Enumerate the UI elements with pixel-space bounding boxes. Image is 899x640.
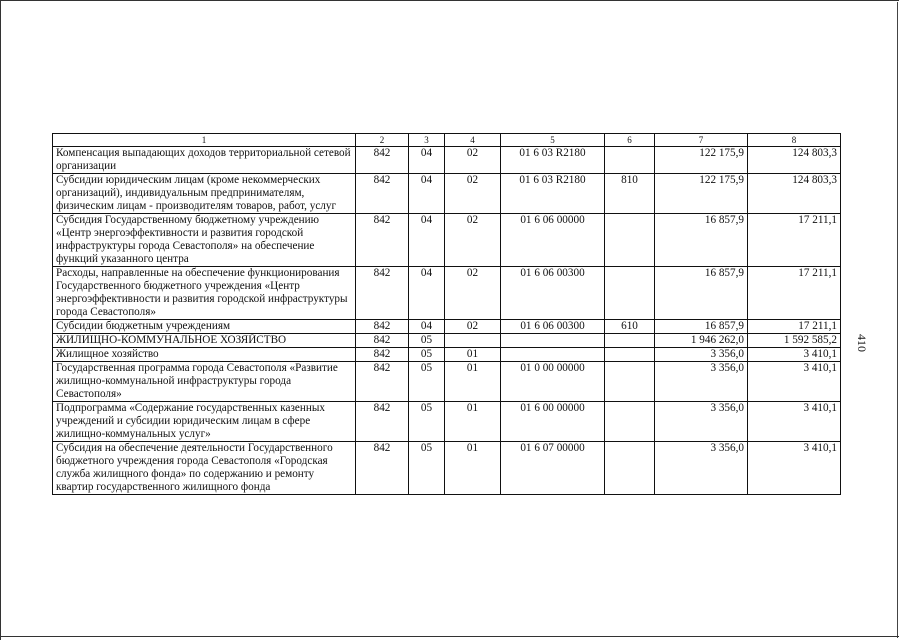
cell-subsection: 01 [445,362,501,402]
cell-name: Компенсация выпадающих доходов территориальной сетевой организации [53,147,356,174]
cell-target-article: 01 6 03 R2180 [501,147,605,174]
cell-subsection [445,334,501,348]
cell-target-article: 01 6 03 R2180 [501,174,605,214]
cell-ministry-code: 842 [356,174,409,214]
budget-table [52,133,841,495]
table-row [53,334,841,348]
cell-amount-year2: 17 211,1 [748,267,841,320]
cell-section: 04 [409,147,445,174]
cell-amount-year2: 3 410,1 [748,348,841,362]
table-row [53,402,841,442]
header-col-7: 7 [655,134,748,147]
cell-section: 05 [409,442,445,495]
table-row [53,147,841,174]
cell-ministry-code: 842 [356,402,409,442]
table-row [53,320,841,334]
cell-expense-type [605,348,655,362]
cell-target-article: 01 6 07 00000 [501,442,605,495]
cell-amount-year2: 17 211,1 [748,214,841,267]
cell-expense-type [605,402,655,442]
cell-ministry-code: 842 [356,147,409,174]
cell-amount-year1: 3 356,0 [655,442,748,495]
cell-target-article: 01 6 06 00300 [501,320,605,334]
scan-border-right [897,2,898,638]
cell-amount-year2: 3 410,1 [748,442,841,495]
cell-subsection: 01 [445,348,501,362]
cell-amount-year2: 124 803,3 [748,147,841,174]
header-col-3: 3 [409,134,445,147]
cell-name: Субсидии бюджетным учреждениям [53,320,356,334]
cell-ministry-code: 842 [356,442,409,495]
cell-amount-year1: 3 356,0 [655,348,748,362]
cell-amount-year1: 1 946 262,0 [655,334,748,348]
header-col-1: 1 [53,134,356,147]
cell-target-article: 01 0 00 00000 [501,362,605,402]
cell-amount-year1: 3 356,0 [655,402,748,442]
scan-border-bottom [0,636,899,637]
cell-ministry-code: 842 [356,334,409,348]
cell-amount-year2: 124 803,3 [748,174,841,214]
cell-target-article: 01 6 00 00000 [501,402,605,442]
cell-expense-type [605,267,655,320]
cell-amount-year2: 3 410,1 [748,402,841,442]
cell-amount-year2: 17 211,1 [748,320,841,334]
cell-name: Государственная программа города Севастополя «Развитие жилищно-коммунальной инфраструктуры города Севастополя» [53,362,356,402]
header-col-5: 5 [501,134,605,147]
cell-amount-year1: 122 175,9 [655,174,748,214]
header-col-6: 6 [605,134,655,147]
cell-name: Субсидии юридическим лицам (кроме некоммерческих организаций), индивидуальным предпринимателям, физическим лицам - производителям товаров, работ, услуг [53,174,356,214]
cell-target-article: 01 6 06 00000 [501,214,605,267]
cell-section: 04 [409,320,445,334]
cell-name: Субсидия на обеспечение деятельности Государственного бюджетного учреждения города Севастополя «Городская служба жилищного фонда» по содержанию и ремонту квартир государственного жилищного фонда [53,442,356,495]
header-col-2: 2 [356,134,409,147]
cell-name: Расходы, направленные на обеспечение функционирования Государственного бюджетного учреждения «Центр энергоэффективности и развития городской инфраструктуры города Севастополя» [53,267,356,320]
cell-expense-type: 810 [605,174,655,214]
cell-expense-type [605,147,655,174]
cell-ministry-code: 842 [356,320,409,334]
page-number: 410 [855,334,869,352]
cell-amount-year1: 16 857,9 [655,320,748,334]
header-col-4: 4 [445,134,501,147]
cell-amount-year2: 3 410,1 [748,362,841,402]
cell-name: ЖИЛИЩНО-КОММУНАЛЬНОЕ ХОЗЯЙСТВО [53,334,356,348]
cell-amount-year1: 16 857,9 [655,214,748,267]
table-row [53,267,841,320]
table-row [53,174,841,214]
cell-subsection: 02 [445,147,501,174]
cell-section: 04 [409,214,445,267]
cell-target-article: 01 6 06 00300 [501,267,605,320]
cell-ministry-code: 842 [356,348,409,362]
cell-ministry-code: 842 [356,267,409,320]
cell-subsection: 02 [445,267,501,320]
cell-section: 05 [409,362,445,402]
cell-amount-year1: 16 857,9 [655,267,748,320]
cell-expense-type: 610 [605,320,655,334]
cell-name: Субсидия Государственному бюджетному учреждению «Центр энергоэффективности и развития городской инфраструктуры города Севастополя» на обеспечение функций указанного центра [53,214,356,267]
cell-subsection: 01 [445,442,501,495]
table-row [53,214,841,267]
table-row [53,442,841,495]
cell-amount-year2: 1 592 585,2 [748,334,841,348]
cell-subsection: 01 [445,402,501,442]
cell-target-article [501,334,605,348]
table-row [53,348,841,362]
header-col-8: 8 [748,134,841,147]
cell-section: 05 [409,334,445,348]
cell-section: 05 [409,402,445,442]
scan-border-top [0,0,899,1]
cell-section: 04 [409,174,445,214]
cell-ministry-code: 842 [356,362,409,402]
cell-expense-type [605,362,655,402]
table-header-row [53,134,841,147]
cell-subsection: 02 [445,320,501,334]
cell-name: Жилищное хозяйство [53,348,356,362]
cell-expense-type [605,334,655,348]
cell-amount-year1: 122 175,9 [655,147,748,174]
cell-expense-type [605,214,655,267]
cell-amount-year1: 3 356,0 [655,362,748,402]
cell-section: 04 [409,267,445,320]
cell-section: 05 [409,348,445,362]
scan-border-left [0,0,1,640]
table-body [53,147,841,495]
cell-name: Подпрограмма «Содержание государственных казенных учреждений и субсидии юридическим лицам в сфере жилищно-коммунальных услуг» [53,402,356,442]
cell-ministry-code: 842 [356,214,409,267]
cell-target-article [501,348,605,362]
cell-subsection: 02 [445,174,501,214]
cell-subsection: 02 [445,214,501,267]
table-row [53,362,841,402]
cell-expense-type [605,442,655,495]
